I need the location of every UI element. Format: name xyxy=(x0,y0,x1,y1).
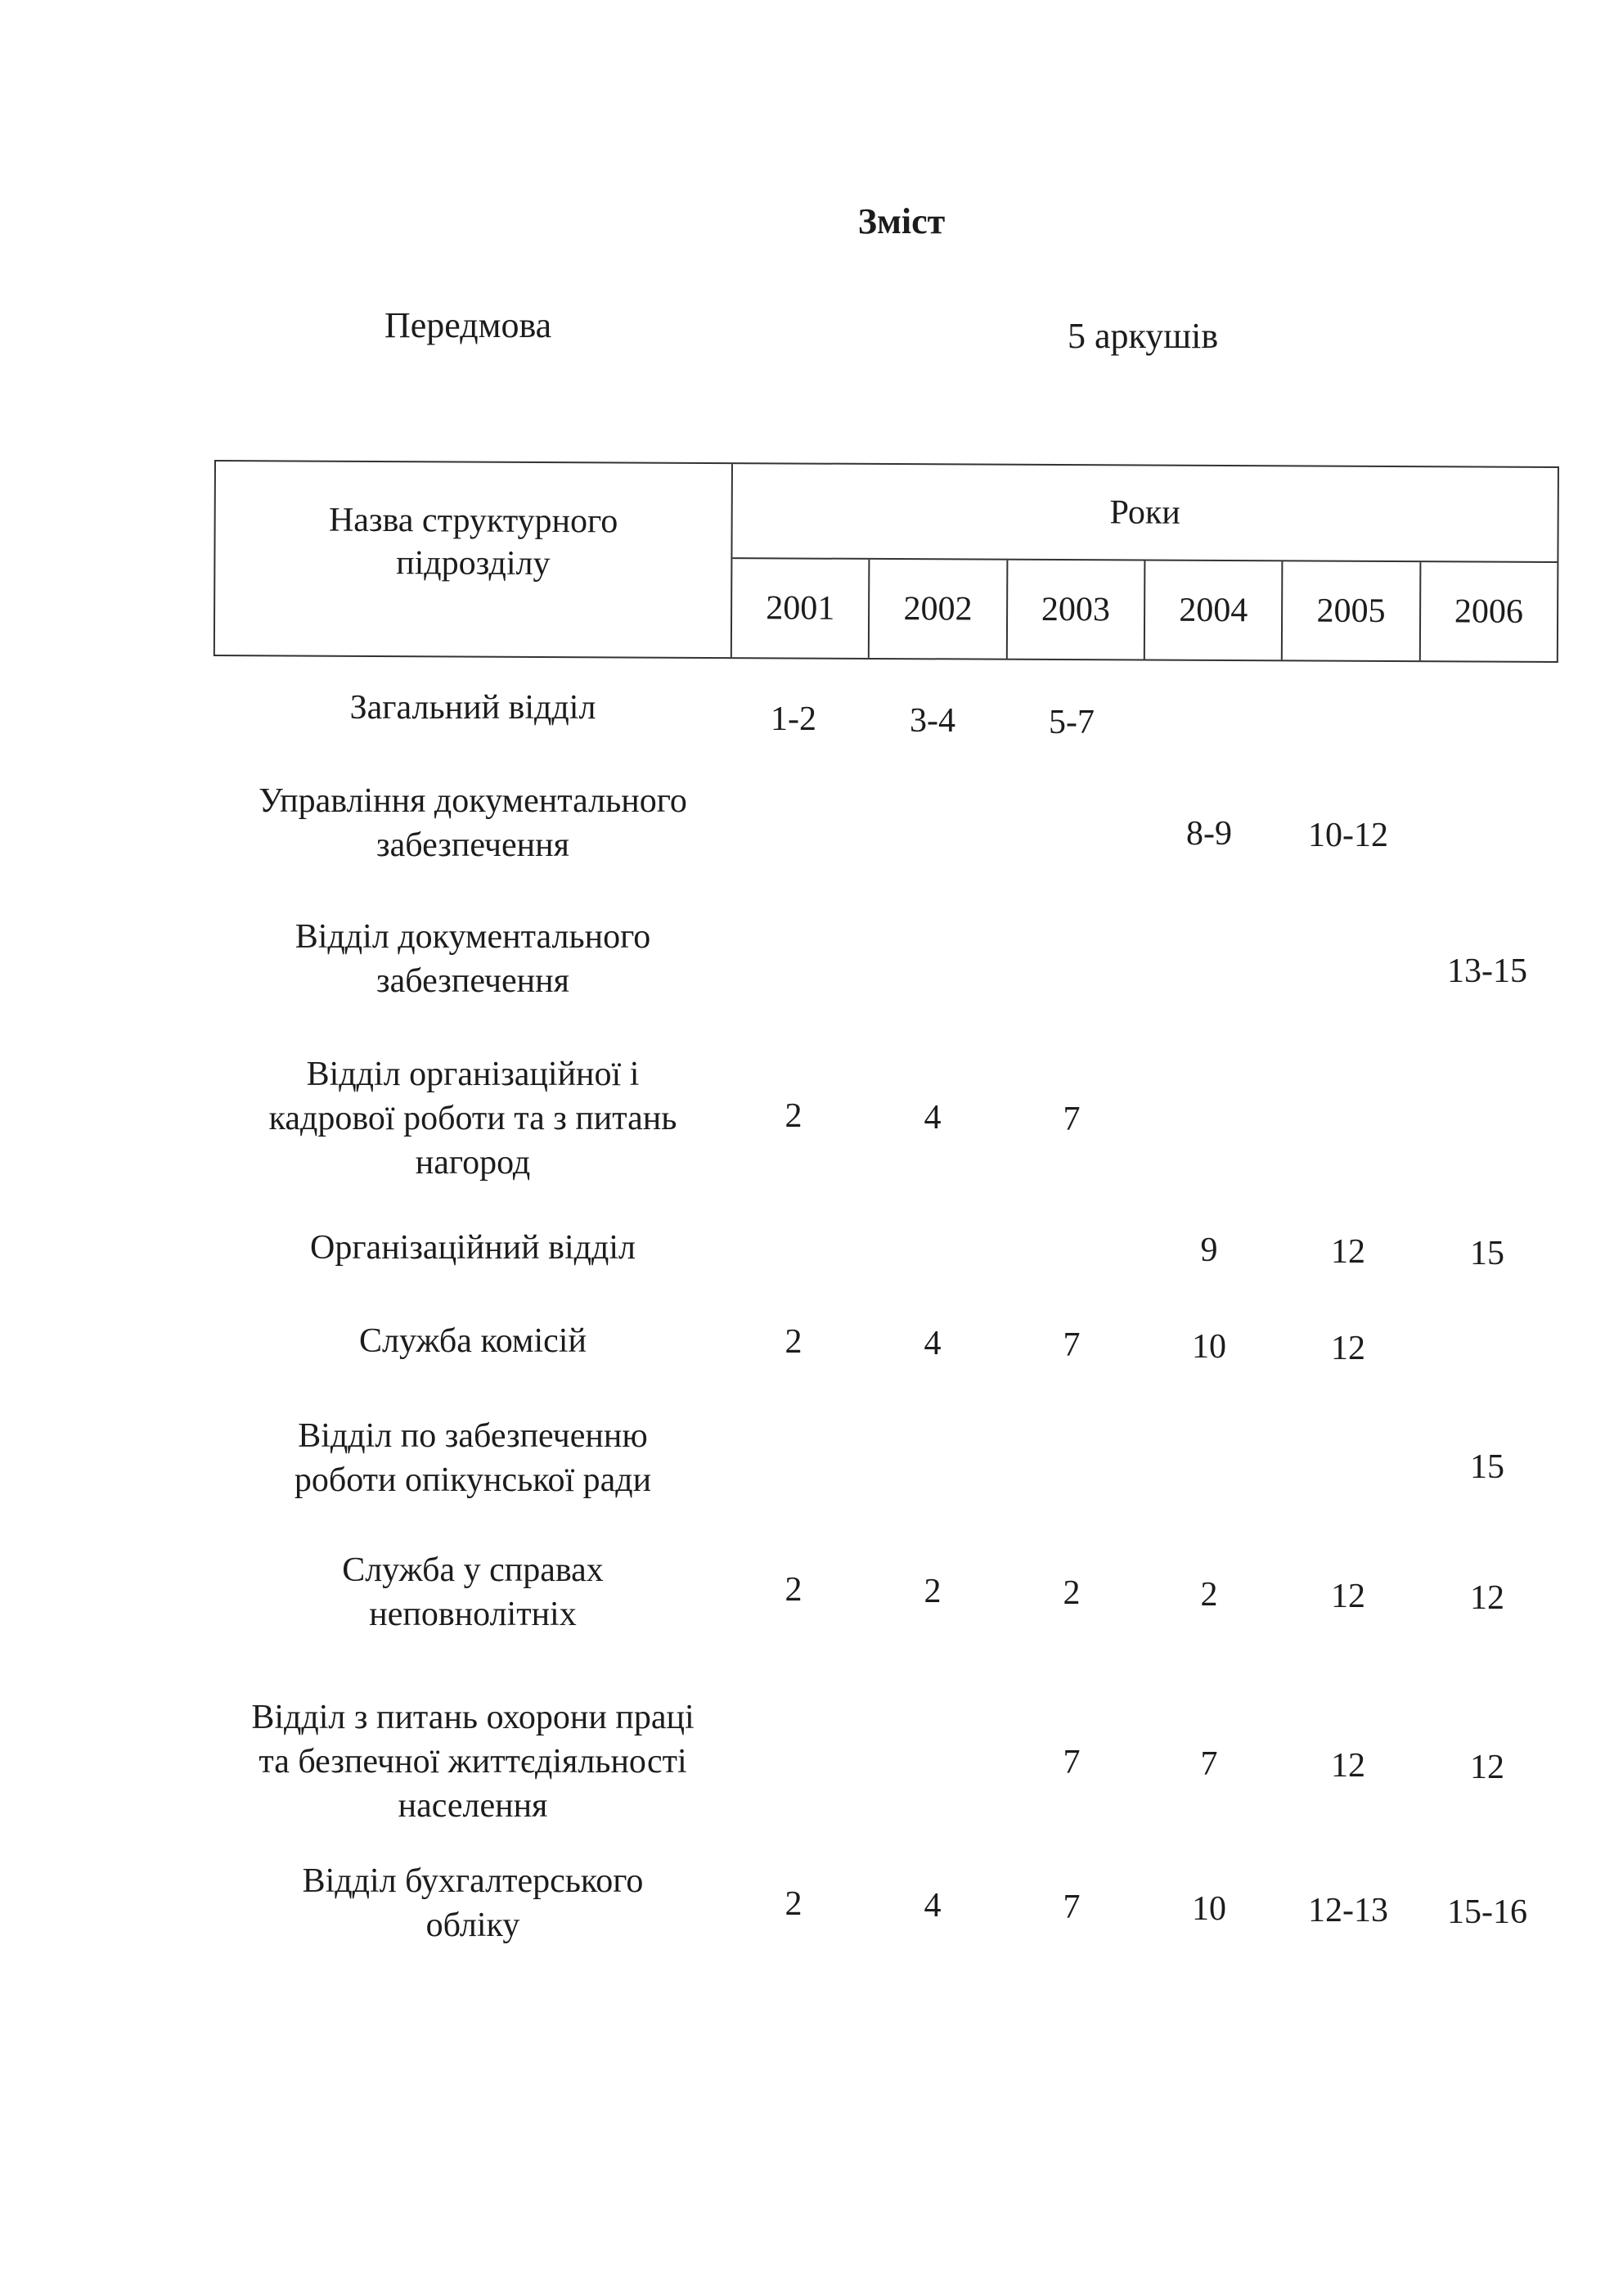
unit-column-header-text: Назва структурного підрозділу xyxy=(328,501,618,583)
unit-name: Відділ з питань охорони праці та безпечної життєдіяльності населення xyxy=(251,1699,695,1825)
year-value-cell: 13-15 xyxy=(1447,952,1527,990)
year-value-cell: 4 xyxy=(924,1887,942,1925)
unit-name: Відділ організаційної і кадрової роботи та з питань нагород xyxy=(268,1056,677,1182)
year-value-cell: 12 xyxy=(1470,1749,1504,1786)
year-value-cell: 7 xyxy=(1063,1744,1081,1781)
year-value-cell: 12 xyxy=(1331,1233,1365,1271)
unit-name: Загальний відділ xyxy=(349,689,596,727)
page-title: Зміст xyxy=(857,201,946,241)
year-value-cell: 2 xyxy=(785,1097,803,1135)
year-value-cell: 10 xyxy=(1192,1890,1226,1928)
year-value-cell: 15 xyxy=(1470,1448,1504,1486)
year-header-cell: 2005 xyxy=(1283,561,1421,660)
year-value-cell: 2 xyxy=(785,1571,803,1609)
year-value-cell: 8-9 xyxy=(1186,815,1232,853)
year-value-cell: 4 xyxy=(924,1325,942,1362)
year-header-row xyxy=(732,559,1558,661)
year-value-cell: 10 xyxy=(1192,1328,1226,1366)
table-header xyxy=(214,460,1559,663)
year-value-cell: 1-2 xyxy=(771,700,816,738)
year-value-cell: 9 xyxy=(1200,1231,1218,1269)
year-value-cell: 10-12 xyxy=(1308,817,1388,854)
unit-name: Відділ бухгалтерського обліку xyxy=(302,1862,644,1944)
year-value-cell: 4 xyxy=(924,1099,942,1137)
year-value-cell: 12-13 xyxy=(1308,1892,1388,1929)
preface-label: Передмова xyxy=(384,305,552,345)
year-value-cell: 7 xyxy=(1063,1101,1081,1138)
year-value-cell: 12 xyxy=(1470,1579,1504,1617)
year-value-cell: 7 xyxy=(1063,1889,1081,1926)
year-header-cell: 2002 xyxy=(870,560,1008,659)
preface-sheet-count: 5 аркушів xyxy=(1068,316,1219,356)
year-header-cell: 2003 xyxy=(1007,560,1145,660)
year-value-cell: 7 xyxy=(1200,1745,1218,1783)
unit-name: Управління документального забезпечення xyxy=(259,782,687,864)
year-value-cell: 15 xyxy=(1470,1235,1504,1272)
year-value-cell: 12 xyxy=(1331,1747,1365,1785)
year-value-cell: 2 xyxy=(785,1885,803,1923)
year-value-cell: 15-16 xyxy=(1447,1893,1527,1931)
year-value-cell: 7 xyxy=(1063,1326,1081,1364)
year-header-cell: 2001 xyxy=(732,559,870,658)
year-value-cell: 2 xyxy=(924,1573,942,1610)
unit-name: Служба у справах неповнолітніх xyxy=(342,1551,604,1633)
year-value-cell: 5-7 xyxy=(1049,704,1095,741)
unit-column-header xyxy=(215,461,733,657)
unit-name: Служба комісій xyxy=(359,1322,587,1360)
unit-name: Відділ документального забезпечення xyxy=(294,918,651,1000)
year-value-cell: 3-4 xyxy=(910,702,955,740)
year-value-cell: 2 xyxy=(1200,1576,1218,1614)
year-header-cell: 2006 xyxy=(1454,592,1524,631)
year-value-cell: 2 xyxy=(785,1323,803,1361)
unit-name: Відділ по забезпеченню роботи опікунської ради xyxy=(294,1417,652,1499)
year-value-cell: 2 xyxy=(1063,1574,1081,1612)
year-value-cell: 12 xyxy=(1331,1330,1365,1367)
year-header-cell: 2004 xyxy=(1145,561,1284,660)
unit-name: Організаційний відділ xyxy=(310,1229,636,1267)
years-column-header: Роки xyxy=(732,464,1558,563)
year-value-cell: 12 xyxy=(1331,1578,1365,1615)
